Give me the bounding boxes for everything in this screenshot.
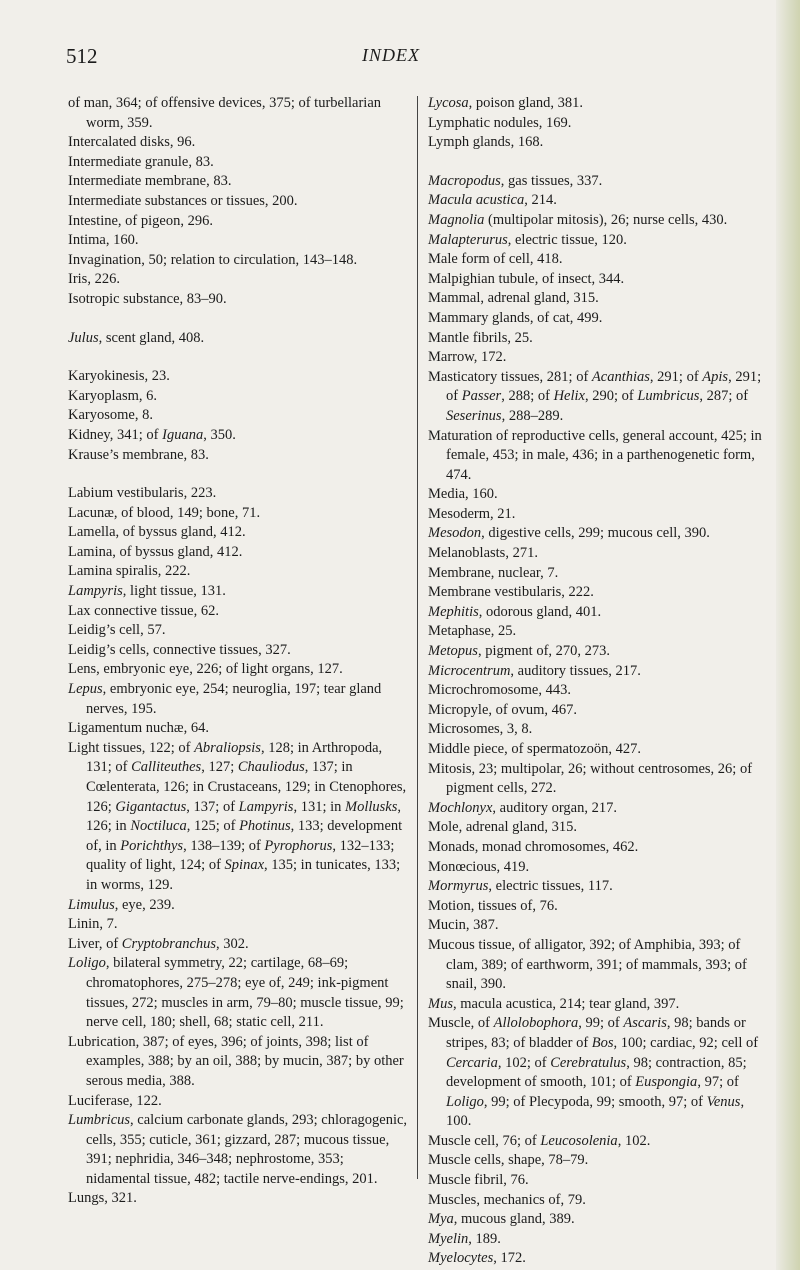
- index-entry: Middle piece, of spermatozoön, 427.: [428, 741, 642, 757]
- index-entry: Krause’s membrane, 83.: [68, 446, 209, 463]
- index-entry: Malpighian tubule, of insect, 344.: [428, 270, 625, 287]
- index-entry: Muscle cell, 76; of Leucosolenia, 102.: [428, 1132, 651, 1149]
- index-entry: Microsomes, 3, 8.: [428, 721, 533, 738]
- index-entry: Melanoblasts, 271.: [428, 545, 538, 562]
- index-entry: Lamina, of byssus gland, 412.: [68, 543, 243, 560]
- page-header: [66, 44, 716, 74]
- index-column-left: [68, 94, 408, 1209]
- index-entry: Lamina spiralis, 222.: [68, 563, 191, 580]
- index-entry: Mantle fibrils, 25.: [428, 329, 533, 346]
- index-entry: Mya, mucous gland, 389.: [428, 1211, 575, 1228]
- index-column-right: [428, 94, 768, 1269]
- index-entry: Lymphatic nodules, 169.: [428, 114, 572, 131]
- index-entry: Mucin, 387.: [428, 917, 499, 934]
- index-entry: Lumbricus, calcium carbonate glands, 293; chloragogenic, cells, 355; cuticle, 361; gizzard, 287; mucous tissue, 391; nephridia, 346–348; nephrostome, 353; nidamental tissue, 482; tactile nerve-endings, 201.: [68, 1112, 408, 1187]
- index-entry: Invagination, 50; relation to circulation, 143–148.: [68, 251, 358, 268]
- index-entry: Monads, monad chromosomes, 462.: [428, 838, 639, 855]
- index-entry: Metopus, pigment of, 270, 273.: [428, 643, 611, 660]
- index-entry: Mephitis, odorous gland, 401.: [428, 603, 602, 620]
- index-entry: Ligamentum nuchæ, 64.: [68, 720, 209, 737]
- index-entry: Microcentrum, auditory tissues, 217.: [428, 662, 641, 679]
- index-entry: Lubrication, 387; of eyes, 396; of joints, 398; list of examples, 388; by an oil, 388; by mucin, 387; by other serous media, 388.: [68, 1033, 404, 1089]
- index-entry: Media, 160.: [428, 486, 498, 503]
- index-entry: Karyokinesis, 23.: [68, 368, 170, 385]
- index-entry: Mucous tissue, of alligator, 392; of Amphibia, 393; of clam, 389; of earthworm, 391; of mammals, 393; of snail, 390.: [428, 936, 747, 993]
- index-entry: Loligo, bilateral symmetry, 22; cartilage, 68–69; chromatophores, 275–278; eye of, 249; ink-pigment tissues, 272; muscles in arm, 79–80; muscle tissue, 99; nerve cell, 180; shell, 68; static cell, 211.: [68, 955, 404, 1031]
- index-entry: Leidig’s cells, connective tissues, 327.: [68, 641, 291, 658]
- index-entry: Mesoderm, 21.: [428, 505, 516, 522]
- index-entry: Liver, of Cryptobranchus, 302.: [68, 935, 249, 952]
- index-entry: Metaphase, 25.: [428, 623, 517, 640]
- index-entry: Lepus, embryonic eye, 254; neuroglia, 197; tear gland nerves, 195.: [68, 681, 382, 717]
- index-entry: Monœcious, 419.: [428, 858, 530, 875]
- index-entry: Limulus, eye, 239.: [68, 896, 175, 913]
- index-entry: Intermediate substances or tissues, 200.: [68, 192, 298, 209]
- index-entry: Isotropic substance, 83–90.: [68, 290, 227, 307]
- index-entry: Muscle fibril, 76.: [428, 1172, 529, 1189]
- index-entry: Mormyrus, electric tissues, 117.: [428, 878, 613, 895]
- index-entry: Lymph glands, 168.: [428, 134, 544, 151]
- index-entry: Leidig’s cell, 57.: [68, 622, 166, 639]
- index-entry: Microchromosome, 443.: [428, 682, 571, 699]
- index-entry: Maturation of reproductive cells, general account, 425; in female, 453; in male, 436; in a parthenogenetic form, 474.: [428, 427, 762, 483]
- index-entry: Myelin, 189.: [428, 1230, 501, 1247]
- index-entry: Motion, tissues of, 76.: [428, 897, 558, 914]
- index-entry: Linin, 7.: [68, 916, 118, 933]
- index-entry: Julus, scent gland, 408.: [68, 329, 205, 346]
- index-entry: Mochlonyx, auditory organ, 217.: [428, 799, 617, 816]
- index-entry: Macropodus, gas tissues, 337.: [428, 172, 603, 189]
- index-entry: Labium vestibularis, 223.: [68, 485, 217, 502]
- index-entry: Muscles, mechanics of, 79.: [428, 1191, 586, 1208]
- index-entry: Muscle, of Allolobophora, 99; of Ascaris, 98; bands or stripes, 83; of bladder of Bos, 100; cardiac, 92; cell of Cercaria, 102; of Cerebratulus, 98; contraction, 85; development of smooth, 101; of Euspongia, 97; of Loligo, 99; of Plecypoda, 99; smooth, 97; of Venus, 100.: [428, 1015, 759, 1130]
- index-entry: Intestine, of pigeon, 296.: [68, 212, 213, 229]
- page-edge: [776, 0, 800, 1270]
- index-entry: Mole, adrenal gland, 315.: [428, 819, 577, 836]
- index-entry: Lens, embryonic eye, 226; of light organs, 127.: [68, 661, 343, 678]
- index-entry: Membrane, nuclear, 7.: [428, 564, 559, 581]
- index-entry: Lax connective tissue, 62.: [68, 602, 219, 619]
- index-entry: Light tissues, 122; of Abraliopsis, 128; in Arthropoda, 131; of Calliteuthes, 127; Chauliodus, 137; in Cœlenterata, 126; in Crustaceans, 129; in Ctenophores, 126; Gigantactus, 137; of Lampyris, 131; in Mollusks, 126; in Noctiluca, 125; of Photinus, 133; development of, in Porichthys, 138–139; of Pyrophorus, 132–133; quality of light, 124; of Spinax, 135; in tunicates, 133; in worms, 129.: [68, 739, 407, 893]
- index-entry: Karyoplasm, 6.: [68, 387, 157, 404]
- index-entry: Intercalated disks, 96.: [68, 134, 196, 151]
- index-entry: Muscle cells, shape, 78–79.: [428, 1152, 589, 1169]
- index-entry: Mitosis, 23; multipolar, 26; without centrosomes, 26; of pigment cells, 272.: [428, 760, 753, 797]
- index-entry: Lampyris, light tissue, 131.: [68, 583, 226, 600]
- index-entry: Macula acustica, 214.: [428, 192, 557, 209]
- index-entry: Marrow, 172.: [428, 349, 507, 366]
- index-entry: Karyosome, 8.: [68, 407, 153, 424]
- index-entry: Masticatory tissues, 281; of Acanthias, 291; of Apis, 291; of Passer, 288; of Helix, 290; of Lumbricus, 287; of Seserinus, 288–289.: [428, 368, 762, 424]
- index-entry: Micropyle, of ovum, 467.: [428, 701, 578, 718]
- index-entry: Kidney, 341; of Iguana, 350.: [68, 426, 236, 443]
- page-number: 512: [66, 44, 98, 68]
- index-entry: of man, 364; of offensive devices, 375; of turbellarian worm, 359.: [68, 95, 382, 131]
- index-entry: Luciferase, 122.: [68, 1092, 162, 1109]
- column-divider: [417, 96, 418, 1179]
- index-entry: Mammary glands, of cat, 499.: [428, 309, 603, 326]
- index-entry: Mesodon, digestive cells, 299; mucous cell, 390.: [428, 525, 710, 542]
- index-entry: Intima, 160.: [68, 232, 139, 249]
- index-entry: Lungs, 321.: [68, 1190, 137, 1207]
- index-entry: Membrane vestibularis, 222.: [428, 584, 594, 601]
- running-title: INDEX: [362, 45, 420, 65]
- index-entry: Magnolia (multipolar mitosis), 26; nurse cells, 430.: [428, 211, 728, 228]
- index-entry: Male form of cell, 418.: [428, 251, 563, 268]
- index-entry: Intermediate membrane, 83.: [68, 173, 232, 190]
- index-entry: Lacunæ, of blood, 149; bone, 71.: [68, 504, 261, 521]
- index-entry: Intermediate granule, 83.: [68, 153, 214, 170]
- index-entry: Myelocytes, 172.: [428, 1250, 526, 1267]
- index-entry: Lamella, of byssus gland, 412.: [68, 524, 246, 541]
- index-entry: Mammal, adrenal gland, 315.: [428, 290, 599, 307]
- index-entry: Iris, 226.: [68, 271, 120, 288]
- index-entry: Mus, macula acustica, 214; tear gland, 397.: [428, 995, 680, 1012]
- index-entry: Lycosa, poison gland, 381.: [428, 95, 584, 111]
- index-entry: Malapterurus, electric tissue, 120.: [428, 231, 627, 248]
